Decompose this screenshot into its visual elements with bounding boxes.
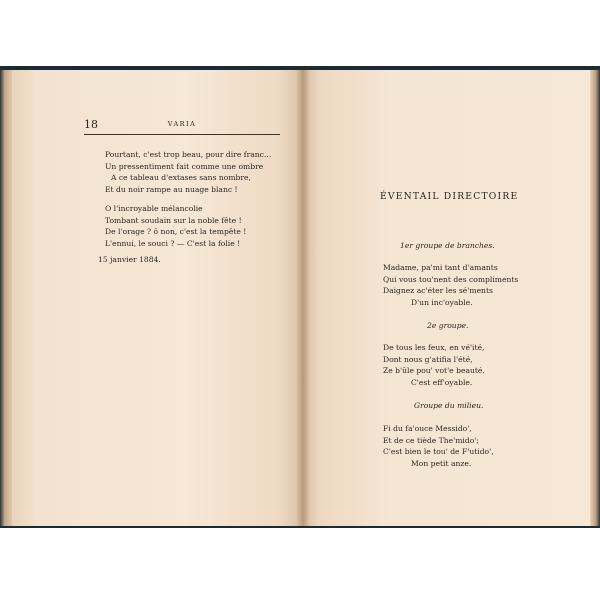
verse-line: Pourtant, c'est trop beau, pour dire franc… bbox=[105, 150, 272, 159]
verse-line: Qui vous tou'nent des compliments bbox=[383, 274, 519, 284]
verse-line: Un pressentiment fait comme une ombre bbox=[105, 161, 264, 171]
poem-title: ÉVENTAIL DIRECTOIRE bbox=[380, 191, 519, 202]
verse-line: Et du noir rampe au nuage blanc ! bbox=[105, 184, 238, 194]
section-heading: 2e groupe. bbox=[427, 321, 469, 330]
verse-line: Fi du fa'ouce Messido', bbox=[383, 424, 472, 433]
header-rule bbox=[84, 134, 280, 135]
verse-line: De l'orage ? ô non, c'est la tempête ! bbox=[105, 227, 247, 236]
stanza-3 bbox=[383, 262, 518, 308]
page-number: 18 bbox=[84, 118, 98, 131]
verse-line: Ze b'ûle pou' vot'e beauté. bbox=[383, 366, 485, 375]
stanza-2 bbox=[105, 203, 246, 249]
verse-line: Tombant soudain sur la noble fête ! bbox=[105, 215, 242, 225]
running-head: VARIA bbox=[167, 120, 197, 128]
section-heading: Groupe du milieu. bbox=[414, 401, 484, 410]
verse-line: O l'incroyable mélancolie bbox=[105, 204, 203, 213]
verse-line: Dont nous g'atifia l'été, bbox=[383, 354, 473, 364]
verse-line: Mon petit anze. bbox=[411, 458, 472, 468]
section-heading: 1er groupe de branches. bbox=[400, 241, 495, 250]
verse-line: Daignez ac'éter les sé'ments bbox=[383, 286, 493, 295]
left-page bbox=[12, 70, 302, 526]
book-right-edge bbox=[590, 70, 600, 526]
poem-date: 15 janvier 1884. bbox=[98, 255, 161, 264]
verse-line: L'ennui, le souci ? — C'est la folie ! bbox=[105, 238, 241, 248]
verse-line: C'est eff'oyable. bbox=[411, 377, 473, 387]
stanza-5 bbox=[383, 423, 494, 469]
stanza-4 bbox=[383, 342, 485, 388]
verse-line: D'un inc'oyable. bbox=[411, 297, 473, 307]
verse-line: A ce tableau d'extases sans nombre, bbox=[111, 173, 251, 182]
verse-line: De tous les feux, en vé'ité, bbox=[383, 343, 485, 352]
book-left-edge bbox=[0, 70, 12, 526]
verse-line: Madame, pa'mi tant d'amants bbox=[383, 263, 498, 272]
verse-line: C'est bien le tou' de F'utido', bbox=[383, 447, 494, 456]
verse-line: Et de ce tiède The'mido'; bbox=[383, 435, 479, 445]
book-gutter bbox=[296, 70, 310, 526]
stanza-1 bbox=[105, 149, 271, 195]
